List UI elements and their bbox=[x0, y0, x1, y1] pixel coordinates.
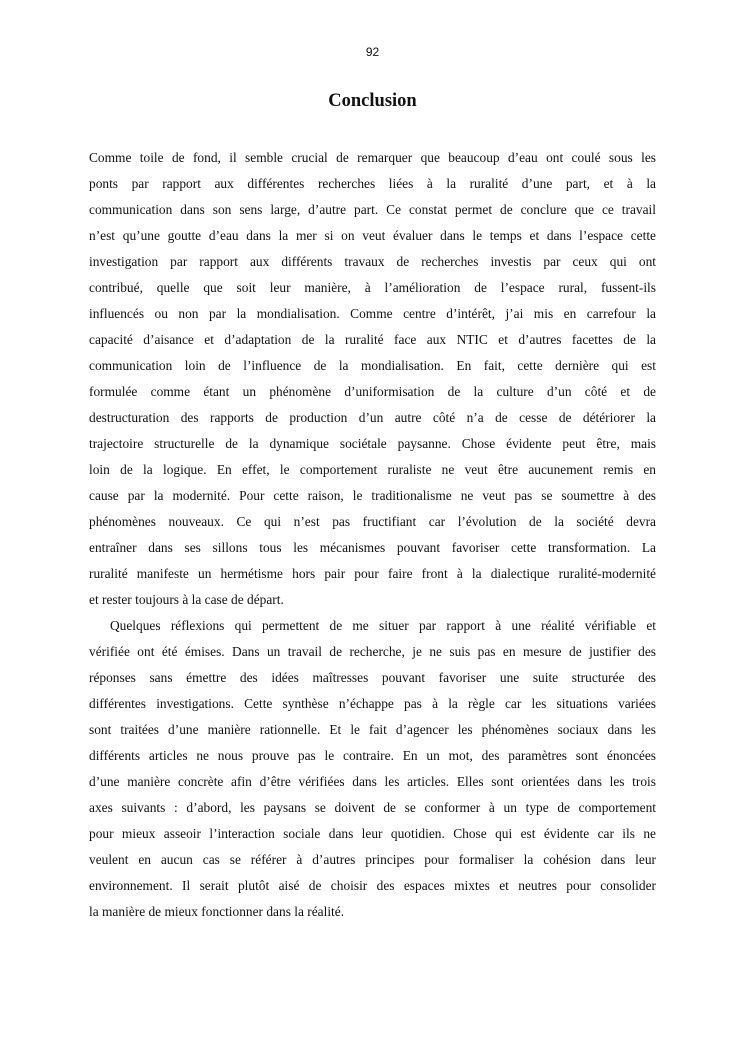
text-line: contribué, quelle que soit leur manière, à l’amélioration de l’espace rural, fussent-ils bbox=[89, 280, 656, 295]
text-line: et rester toujours à la case de départ. bbox=[89, 592, 284, 607]
text-line: environnement. Il serait plutôt aisé de choisir des espaces mixtes et neutres pour consolider bbox=[89, 878, 656, 893]
text-line: communication loin de l’influence de la mondialisation. En fait, cette dernière qui est bbox=[89, 358, 656, 373]
text-line: sont traitées d’une manière rationnelle. Et le fait d’agencer les phénomènes sociaux dans les bbox=[89, 722, 656, 737]
text-line: cause par la modernité. Pour cette raison, le traditionalisme ne veut pas se soumettre à des bbox=[89, 488, 656, 503]
text-line: trajectoire structurelle de la dynamique sociétale paysanne. Chose évidente peut être, mais bbox=[89, 436, 656, 451]
text-line: vérifiée ont été émises. Dans un travail de recherche, je ne suis pas en mesure de justifier des bbox=[89, 644, 656, 659]
paragraph-1 bbox=[89, 145, 656, 613]
text-line: pour mieux asseoir l’interaction sociale dans leur quotidien. Chose qui est évidente car ils ne bbox=[89, 826, 656, 841]
text-line: différentes investigations. Cette synthèse n’échappe pas à la règle car les situations variées bbox=[89, 696, 656, 711]
text-line: ruralité manifeste un hermétisme hors pair pour faire front à la dialectique ruralité-modernité bbox=[89, 566, 656, 581]
page-title: Conclusion bbox=[328, 91, 417, 111]
text-line: la manière de mieux fonctionner dans la réalité. bbox=[89, 904, 345, 919]
text-line: entraîner dans ses sillons tous les mécanismes pouvant favoriser cette transformation. La bbox=[89, 540, 656, 555]
text-line: d’une manière concrète afin d’être vérifiées dans les articles. Elles sont orientées dans les trois bbox=[89, 774, 656, 789]
text-line: communication dans son sens large, d’autre part. Ce constat permet de conclure que ce travail bbox=[89, 202, 656, 217]
text-line: influencés ou non par la mondialisation. Comme centre d’intérêt, j’ai mis en carrefour la bbox=[89, 306, 656, 321]
text-line: loin de la logique. En effet, le comportement ruraliste ne veut être aucunement remis en bbox=[89, 462, 656, 477]
text-line: axes suivants : d’abord, les paysans se doivent de se conformer à un type de comportement bbox=[89, 800, 656, 815]
text-line: capacité d’aisance et d’adaptation de la ruralité face aux NTIC et d’autres facettes de la bbox=[89, 332, 656, 347]
paragraph-2 bbox=[89, 613, 656, 925]
text-line: formulée comme étant un phénomène d’uniformisation de la culture d’un côté et de bbox=[89, 384, 656, 399]
text-line: phénomènes nouveaux. Ce qui n’est pas fructifiant car l’évolution de la société devra bbox=[89, 514, 656, 529]
text-line: destructuration des rapports de production d’un autre côté n’a de cesse de détériorer la bbox=[89, 410, 656, 425]
text-line: investigation par rapport aux différents travaux de recherches investis par ceux qui ont bbox=[89, 254, 656, 269]
text-line: différents articles ne nous prouve pas le contraire. En un mot, des paramètres sont énoncées bbox=[89, 748, 656, 763]
text-line: Comme toile de fond, il semble crucial de remarquer que beaucoup d’eau ont coulé sous les bbox=[89, 150, 656, 165]
text-line: n’est qu’une goutte d’eau dans la mer si on veut évaluer dans le temps et dans l’espace cette bbox=[89, 228, 656, 243]
text-line: ponts par rapport aux différentes recherches liées à la ruralité d’une part, et à la bbox=[89, 176, 656, 191]
text-line: veulent en aucun cas se référer à d’autres principes pour formaliser la cohésion dans leur bbox=[89, 852, 656, 867]
text-line-content: Quelques réflexions qui permettent de me situer par rapport à une réalité vérifiable et bbox=[110, 618, 656, 633]
text-line-first bbox=[89, 613, 656, 639]
page-number: 92 bbox=[365, 45, 380, 59]
text-line: réponses sans émettre des idées maîtresses pouvant favoriser une suite structurée des bbox=[89, 670, 656, 685]
body-text bbox=[89, 145, 656, 925]
